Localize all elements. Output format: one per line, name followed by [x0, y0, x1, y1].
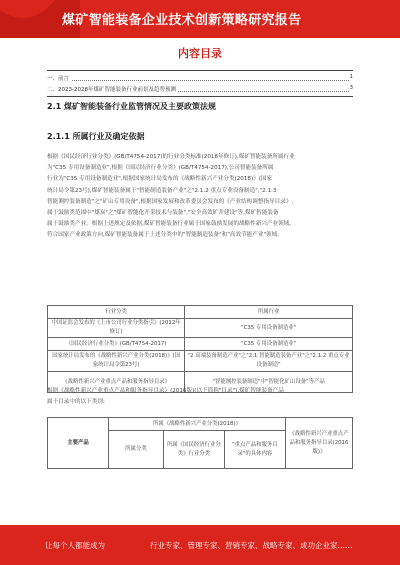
- table-header-cell: 主要产品: [48, 418, 109, 469]
- table-header-cell: 所属《战略性新兴产业分类(2018)》: [109, 418, 286, 431]
- paragraph-line: 符合国家产业政策方向,煤矿智能装备属于上述分类中的"智能制造装备"和"高效节能产业"领域。: [47, 232, 283, 239]
- table-header-cell: 所属分类: [109, 431, 164, 469]
- table-cell: 国家统计局发布的《战略性新兴产业分类(2018)》(国家统计局令第23号): [48, 351, 185, 372]
- toc-entry[interactable]: [47, 74, 353, 84]
- toc-entry-page: 3: [349, 85, 353, 91]
- paragraph-line: 属于目录中的以下类别:: [47, 399, 105, 406]
- section-heading: 2.1 煤矿智能装备行业监管情况及主要政策法规: [47, 102, 216, 111]
- paragraph-line: 行业为"C35 专用设备制造业",根据国家统计局发布的《战略性新兴产业分类(2018)》(国家: [47, 176, 273, 183]
- paragraph-line: 根据《战略性新兴产业重点产品和服务指导目录》(2016版)(以下简称"目录"),煤矿智能装备产品: [47, 388, 284, 394]
- footer-slogan-right: 行业专家、管理专家、营销专家、战略专家、成功企业家……: [150, 541, 353, 550]
- table-cell: "2 高端装备制造产业"之"2.1 智能制造装备产业"之"2.1.2 重点专业设备制造": [185, 351, 353, 372]
- table-cell: 中国证监会发布的《上市公司行业分类指引》(2012年修订): [48, 319, 185, 338]
- table-cell: 《战略性新兴产业重点产品和服务指导目录》: [48, 372, 185, 393]
- table-header-row: [48, 306, 353, 319]
- toc-entry-page: 1: [349, 74, 353, 80]
- page-header: [0, 0, 400, 38]
- table-cell: "智能测控装备制造"中"智能化矿山设备"等产品: [185, 372, 353, 393]
- industry-classification-table: [47, 305, 353, 393]
- paragraph-line: 属于鼓励类产业。根据上述规定及依据,煤矿智能装备行业属于国家鼓励发展的战略性新兴产业领域,: [47, 221, 292, 228]
- toc-title: 内容目录: [178, 47, 222, 60]
- page-footer: [0, 525, 400, 565]
- table-header-cell: "重点产品和服务目录"的具体内容: [224, 431, 285, 469]
- paragraph-line: 智能测控装备制造"之"矿山专用设备",根据国家发展和改革委员会发布的《产业结构调整指导目录》,: [47, 198, 294, 205]
- table-row: [48, 351, 353, 372]
- paragraph-line: 统计局令第23号),煤矿智能装备属于"智能制造装备产业"之"2.1.2 重点专业设备制造","2.1.3: [47, 187, 277, 194]
- paragraph-line: 为"C35 专用设备制造业",根据《国民经济行业分类》(GB/T4754-2017),公司智能装备所属: [47, 165, 274, 172]
- table-cell: 《国民经济行业分类》(GB/T4754-2017): [48, 338, 185, 351]
- table-cell: "C35 专用设备制造业": [185, 319, 353, 338]
- toc-entry-label: 一、前言: [47, 76, 70, 82]
- table-row: [48, 338, 353, 351]
- subsection-heading: 2.1.1 所属行业及确定依据: [47, 132, 145, 141]
- paragraph-line: 属于鼓励类范围中"煤炭"之"煤矿智能化开采技术与装备","安全高效矿井建设"等,煤矿智能装备: [47, 210, 279, 217]
- table-header-row: [48, 418, 353, 431]
- table-header-cell: 行业分类: [48, 306, 185, 319]
- table-header-cell: 《战略性新兴产业重点产品和服务指导目录(2016版)》: [285, 418, 352, 469]
- table-cell: "C35 专用设备制造业": [185, 338, 353, 351]
- body-paragraph: [47, 152, 353, 242]
- report-title: 煤矿智能装备企业技术创新策略研究报告: [62, 13, 302, 28]
- toc-entry-label: 二、2023-2028年煤矿智能装备行业前景及趋势预测: [47, 87, 176, 93]
- footer-slogan-left: 让每个人都能成为: [45, 541, 105, 550]
- paragraph-line: 根据《国民经济行业分类》(GB/T4754-2017)的行业分类标准(2018年修订),煤矿智能装备所属行业: [47, 154, 295, 160]
- table-header-cell: 所属《国民经济行业分类》行业分类: [163, 431, 224, 469]
- body-paragraph: [47, 386, 353, 408]
- toc-leader-dots: [47, 80, 349, 81]
- product-category-table: [47, 417, 353, 469]
- table-header-cell: 所属行业: [185, 306, 353, 319]
- toc-bottom-rule: [47, 96, 353, 97]
- toc-entry[interactable]: [47, 85, 353, 95]
- toc-top-rule: [47, 70, 353, 71]
- table-row: [48, 319, 353, 338]
